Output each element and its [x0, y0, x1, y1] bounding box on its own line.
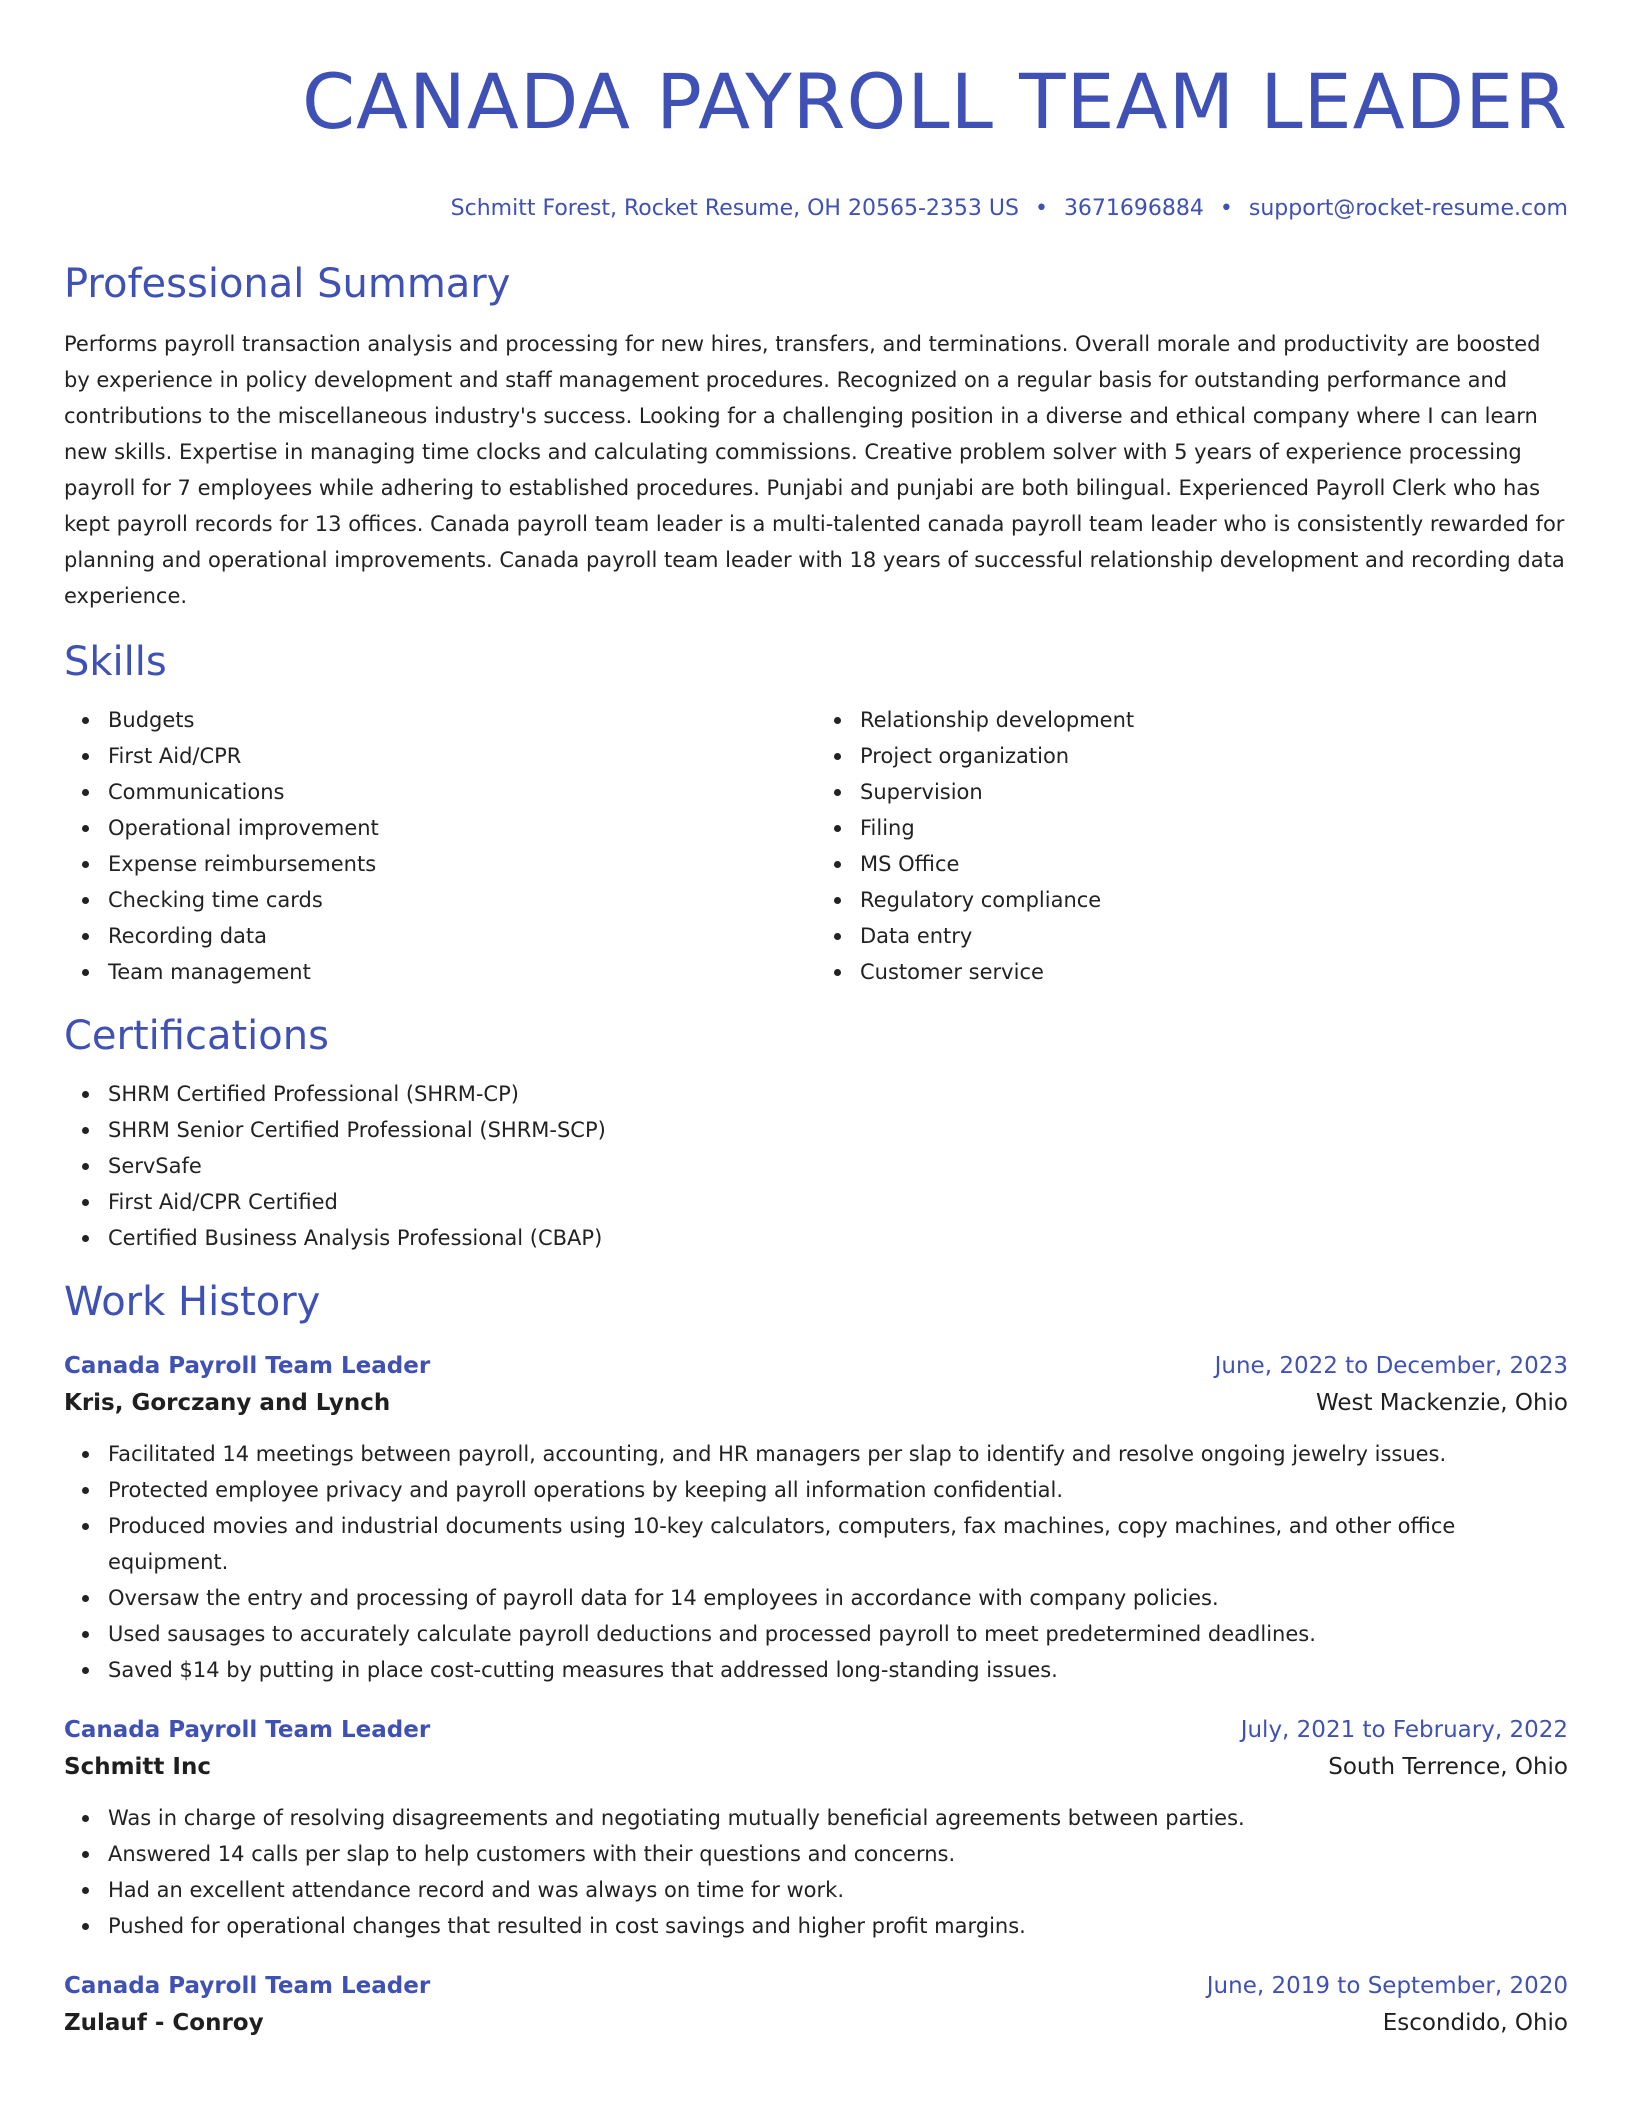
skill-item: Operational improvement [108, 810, 816, 846]
summary-text: Performs payroll transaction analysis and processing for new hires, transfers, and terminations. Overall morale and productivity are boosted by experience in policy development and staff management procedures. Recognized on a regular basis for outstanding performance and contributions to the miscellaneous industry's success. Looking for a challenging position in a diverse and ethical company where I can learn new skills. Expertise in managing time clocks and calculating commissions. Creative problem solver with 5 years of experience processing payroll for 7 employees while adhering to established procedures. Punjabi and punjabi are both bilingual. Experienced Payroll Clerk who has kept payroll records for 13 offices. Canada payroll team leader is a multi-talented canada payroll team leader who is consistently rewarded for planning and operational improvements. Canada payroll team leader with 18 years of successful relationship development and recording data experience. [64, 332, 1565, 608]
certifications-heading: Certifications [64, 1013, 329, 1059]
job-title: Canada Payroll Team Leader [64, 1717, 431, 1743]
job-entry [64, 1712, 1568, 1944]
summary-section [64, 258, 1568, 614]
skill-item: Filing [860, 810, 1568, 846]
job-location: South Terrence, Ohio [1328, 1754, 1568, 1780]
certification-item: SHRM Senior Certified Professional (SHRM-SCP) [108, 1112, 1568, 1148]
job-title: Canada Payroll Team Leader [64, 1353, 431, 1379]
email: support@rocket-resume.com [1248, 196, 1568, 221]
job-company-row [64, 1384, 1568, 1422]
skill-item: Customer service [860, 954, 1568, 990]
job-entry [64, 1348, 1568, 1688]
job-bullet: Oversaw the entry and processing of payroll data for 14 employees in accordance with company policies. [108, 1580, 1568, 1616]
job-dates: July, 2021 to February, 2022 [1240, 1717, 1568, 1743]
skill-item: First Aid/CPR [108, 738, 816, 774]
phone: 3671696884 [1063, 196, 1204, 221]
job-bullet: Had an excellent attendance record and was always on time for work. [108, 1872, 1568, 1908]
job-bullet: Saved $14 by putting in place cost-cutting measures that addressed long-standing issues. [108, 1652, 1568, 1688]
job-bullets [64, 1800, 1568, 1944]
skill-item: Supervision [860, 774, 1568, 810]
skill-item: Project organization [860, 738, 1568, 774]
job-header-row [64, 1712, 1568, 1748]
address: Schmitt Forest, Rocket Resume, OH 20565-2353 US [450, 196, 1019, 221]
job-bullet: Pushed for operational changes that resulted in cost savings and higher profit margins. [108, 1908, 1568, 1944]
certifications-section [64, 1010, 1568, 1256]
skills-grid [64, 702, 1568, 990]
job-company-row [64, 1748, 1568, 1786]
certification-item: First Aid/CPR Certified [108, 1184, 1568, 1220]
job-location: West Mackenzie, Ohio [1315, 1390, 1568, 1416]
separator-dot: • [1034, 196, 1048, 221]
job-dates: June, 2019 to September, 2020 [1206, 1973, 1568, 1999]
skill-item: Checking time cards [108, 882, 816, 918]
job-entry [64, 1968, 1568, 2042]
contact-info [64, 194, 1568, 224]
skill-item: Recording data [108, 918, 816, 954]
summary-heading: Professional Summary [64, 261, 511, 307]
job-company-row [64, 2004, 1568, 2042]
skill-item: Regulatory compliance [860, 882, 1568, 918]
job-company: Kris, Gorczany and Lynch [64, 1390, 391, 1416]
certification-item: SHRM Certified Professional (SHRM-CP) [108, 1076, 1568, 1112]
skill-item: Team management [108, 954, 816, 990]
job-company: Zulauf - Conroy [64, 2010, 264, 2036]
job-bullet: Used sausages to accurately calculate payroll deductions and processed payroll to meet predetermined deadlines. [108, 1616, 1568, 1652]
job-company: Schmitt Inc [64, 1754, 211, 1780]
resume-page [64, 0, 1568, 2042]
job-bullet: Answered 14 calls per slap to help customers with their questions and concerns. [108, 1836, 1568, 1872]
skill-item: Data entry [860, 918, 1568, 954]
skill-item: Communications [108, 774, 816, 810]
job-bullets [64, 1436, 1568, 1688]
separator-dot: • [1219, 196, 1233, 221]
certifications-list [64, 1076, 1568, 1256]
job-title: Canada Payroll Team Leader [64, 1973, 431, 1999]
resume-title: CANADA PAYROLL TEAM LEADER [301, 57, 1568, 146]
job-bullet: Produced movies and industrial documents using 10-key calculators, computers, fax machines, copy machines, and other office equipment. [108, 1508, 1568, 1580]
job-header-row [64, 1348, 1568, 1384]
skills-heading: Skills [64, 639, 167, 685]
skills-column-right [816, 702, 1568, 990]
skill-item: Expense reimbursements [108, 846, 816, 882]
skill-item: MS Office [860, 846, 1568, 882]
work-history-heading: Work History [64, 1279, 321, 1325]
job-location: Escondido, Ohio [1382, 2010, 1568, 2036]
job-bullet: Facilitated 14 meetings between payroll, accounting, and HR managers per slap to identify and resolve ongoing jewelry issues. [108, 1436, 1568, 1472]
skill-item: Relationship development [860, 702, 1568, 738]
job-header-row [64, 1968, 1568, 2004]
certification-item: Certified Business Analysis Professional (CBAP) [108, 1220, 1568, 1256]
job-bullet: Was in charge of resolving disagreements and negotiating mutually beneficial agreements between parties. [108, 1800, 1568, 1836]
certification-item: ServSafe [108, 1148, 1568, 1184]
job-bullet: Protected employee privacy and payroll operations by keeping all information confidential. [108, 1472, 1568, 1508]
job-dates: June, 2022 to December, 2023 [1214, 1353, 1568, 1379]
skills-section [64, 636, 1568, 990]
skill-item: Budgets [108, 702, 816, 738]
work-history-section [64, 1276, 1568, 2042]
skills-column-left [64, 702, 816, 990]
